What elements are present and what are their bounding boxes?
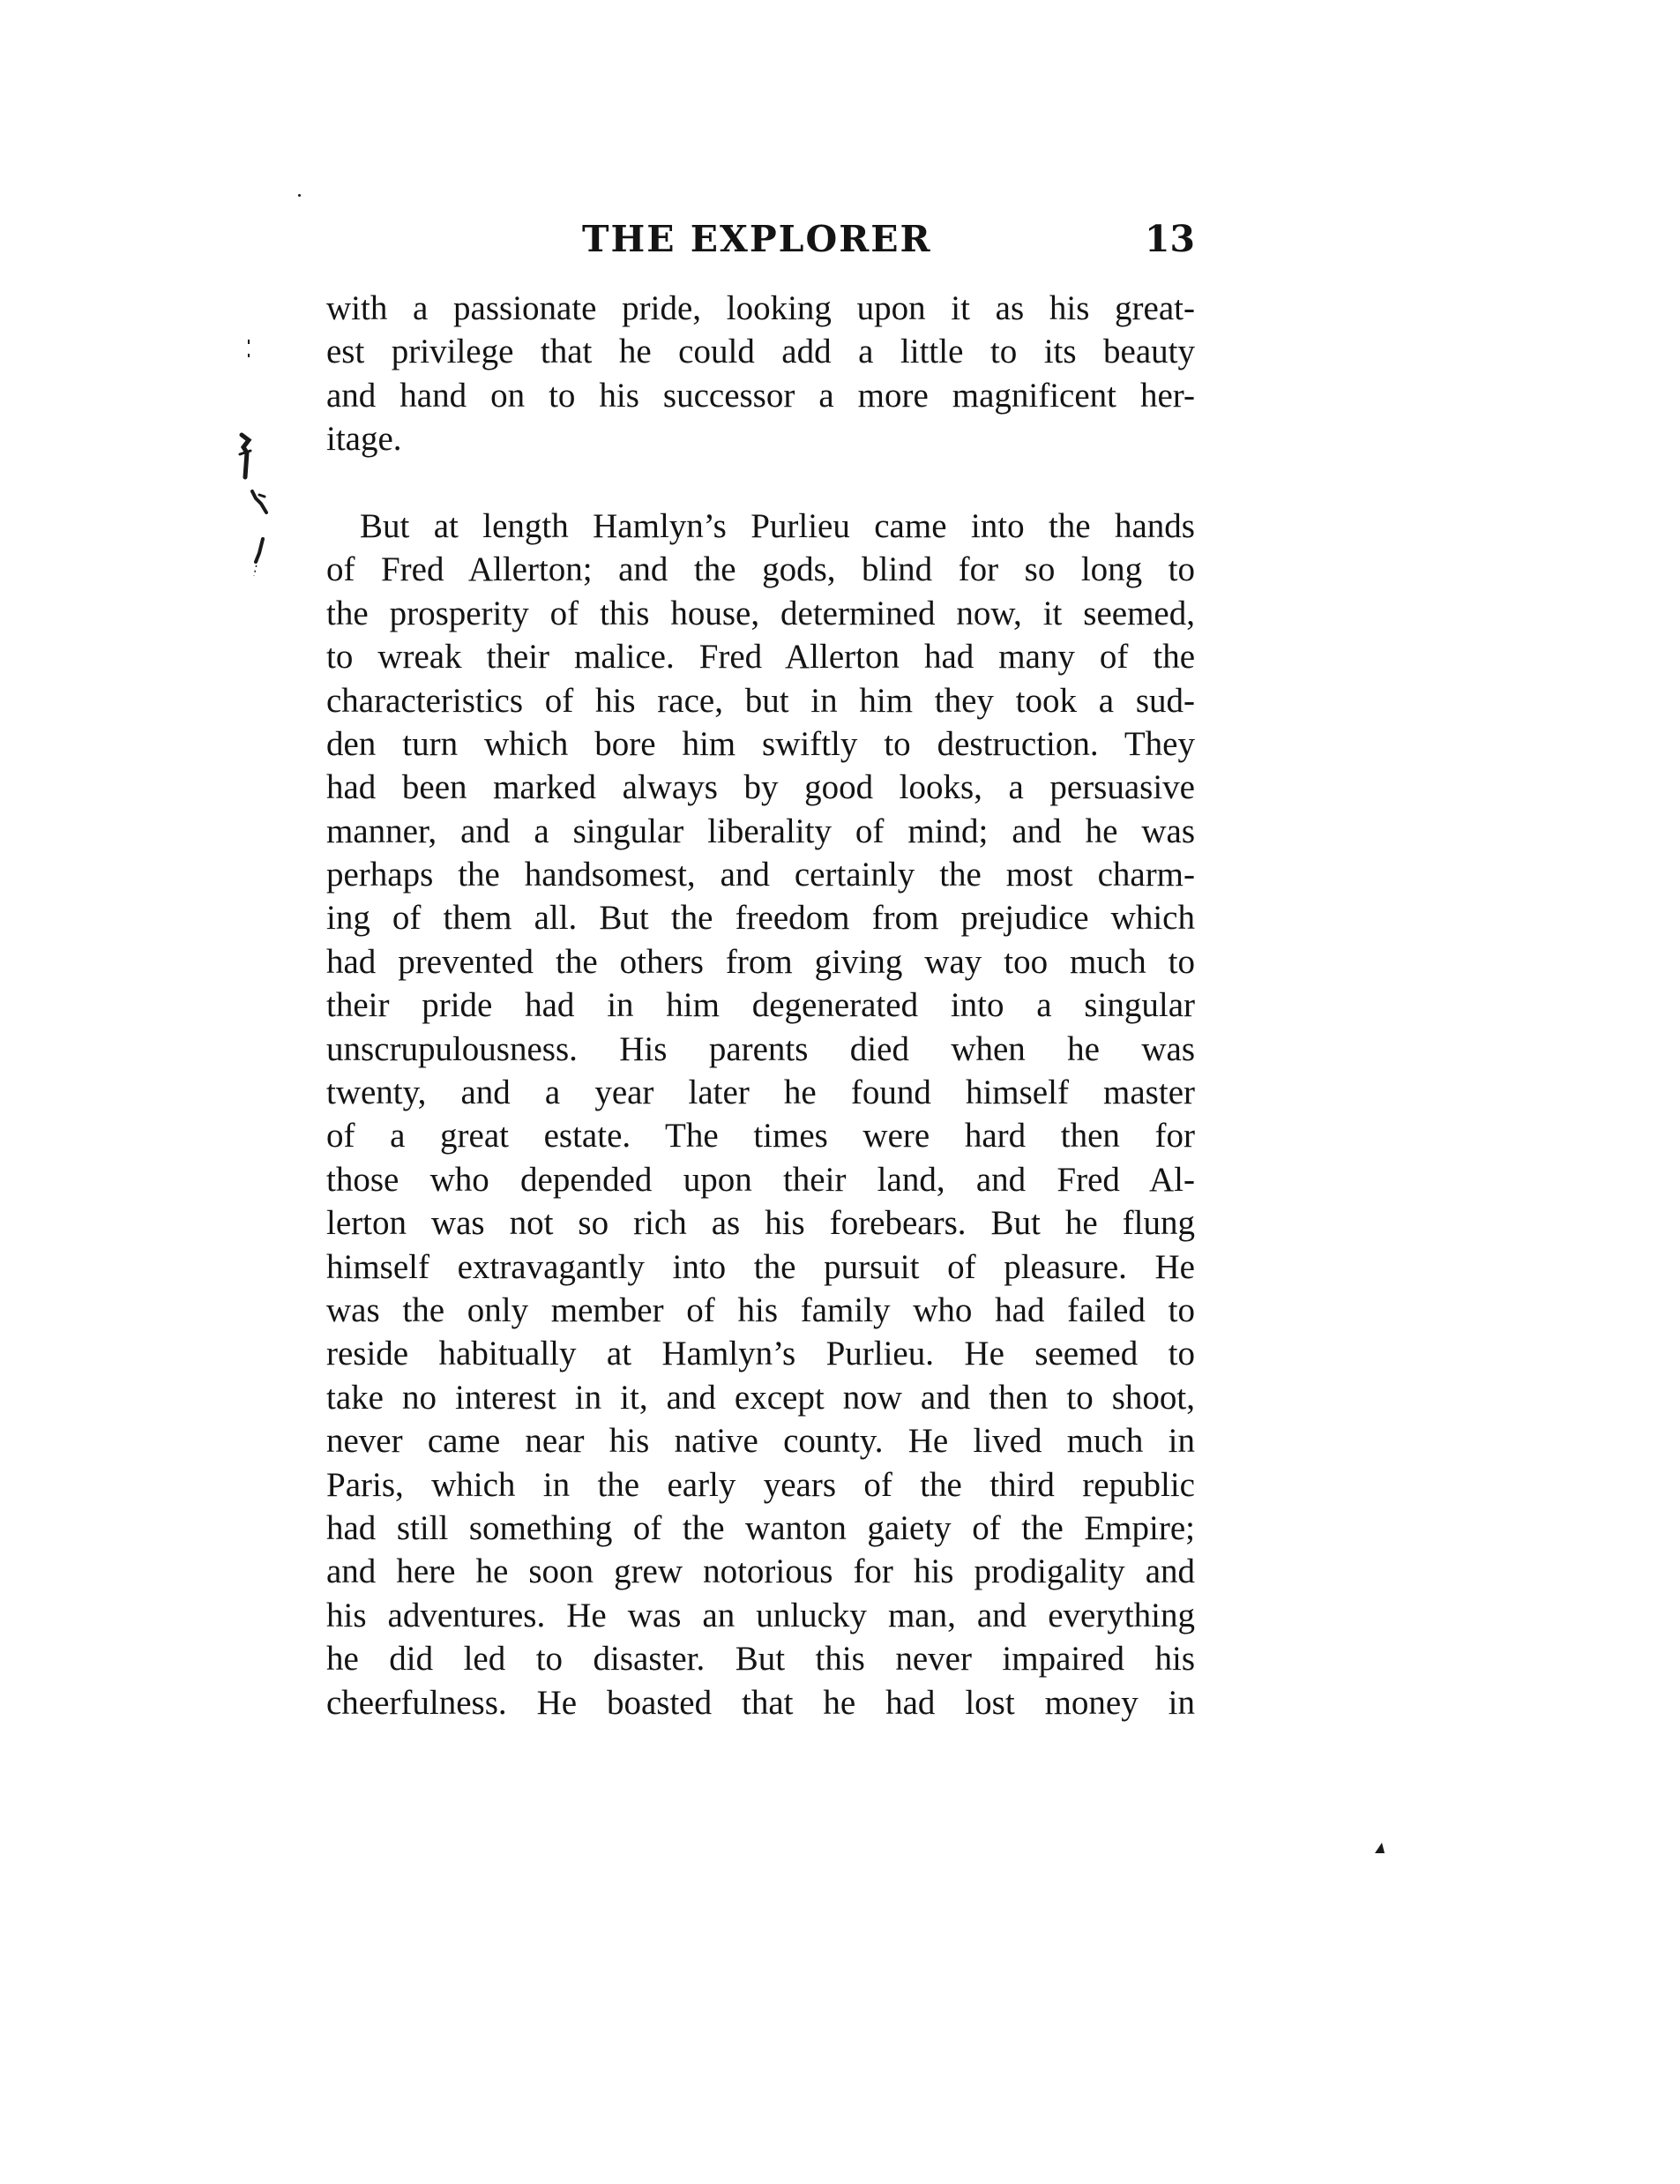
text-line: est privilege that he could add a little to its beauty: [326, 333, 1195, 371]
text-line: ing of them all. But the freedom from prejudice which: [326, 899, 1195, 938]
text-line: Paris, which in the early years of the third republic: [326, 1465, 1195, 1504]
text-line: perhaps the handsomest, and certainly the most charm-: [326, 856, 1195, 894]
text-line: with a passionate pride, looking upon it as his great-: [326, 289, 1195, 327]
text-line: and hand on to his successor a more magnificent her-: [326, 376, 1195, 415]
text-line: those who depended upon their land, and Fred Al-: [326, 1160, 1195, 1199]
text-line: the prosperity of this house, determined now, it seemed,: [326, 594, 1195, 632]
scan-speck: [298, 194, 301, 197]
text-line: twenty, and a year later he found himself master: [326, 1073, 1195, 1112]
corner-speck: [1371, 1839, 1389, 1857]
text-line: himself extravagantly into the pursuit of pleasure. He: [326, 1247, 1195, 1286]
text-line: reside habitually at Hamlyn’s Purlieu. He seemed to: [326, 1335, 1195, 1373]
text-line: had still something of the wanton gaiety of the Empire;: [326, 1508, 1195, 1547]
text-line: of Fred Allerton; and the gods, blind for so long to: [326, 550, 1195, 589]
text-line: he did led to disaster. But this never impaired his: [326, 1640, 1195, 1679]
text-line: never came near his native county. He lived much in: [326, 1422, 1195, 1461]
text-line: itage.: [326, 420, 402, 459]
text-line: his adventures. He was an unlucky man, and everything: [326, 1596, 1195, 1634]
paragraph-gap: [326, 461, 1195, 505]
text-line: of a great estate. The times were hard then for: [326, 1117, 1195, 1156]
margin-pencil-mark: [231, 428, 284, 595]
text-line: unscrupulousness. His parents died when he was: [326, 1029, 1195, 1068]
paragraph-1: [326, 287, 1195, 461]
scan-speck: [248, 354, 250, 357]
text-line: manner, and a singular liberality of mind; and he was: [326, 812, 1195, 850]
text-line: was the only member of his family who had failed to: [326, 1290, 1195, 1329]
running-head: [326, 214, 1195, 264]
text-line: to wreak their malice. Fred Allerton had many of the: [326, 638, 1195, 677]
running-title: THE EXPLORER: [582, 218, 932, 260]
text-line: had prevented the others from giving way too much to: [326, 942, 1195, 981]
scan-speck: [248, 340, 250, 344]
text-line: take no interest in it, and except now and then to shoot,: [326, 1378, 1195, 1417]
text-line: their pride had in him degenerated into a singular: [326, 986, 1195, 1025]
text-line: had been marked always by good looks, a persuasive: [326, 768, 1195, 807]
text-line: But at length Hamlyn’s Purlieu came into the hands: [360, 506, 1195, 545]
text-line: lerton was not so rich as his forebears. But he flung: [326, 1204, 1195, 1243]
text-line: and here he soon grew notorious for his prodigality and: [326, 1552, 1195, 1591]
body-text: [326, 287, 1195, 1724]
text-line: den turn which bore him swiftly to destruction. They: [326, 724, 1195, 763]
text-line: characteristics of his race, but in him they took a sud-: [326, 681, 1195, 720]
paragraph-2: [326, 505, 1195, 1724]
page-number: 13: [1144, 218, 1195, 260]
text-line: cheerfulness. He boasted that he had lost money in: [326, 1683, 1195, 1722]
